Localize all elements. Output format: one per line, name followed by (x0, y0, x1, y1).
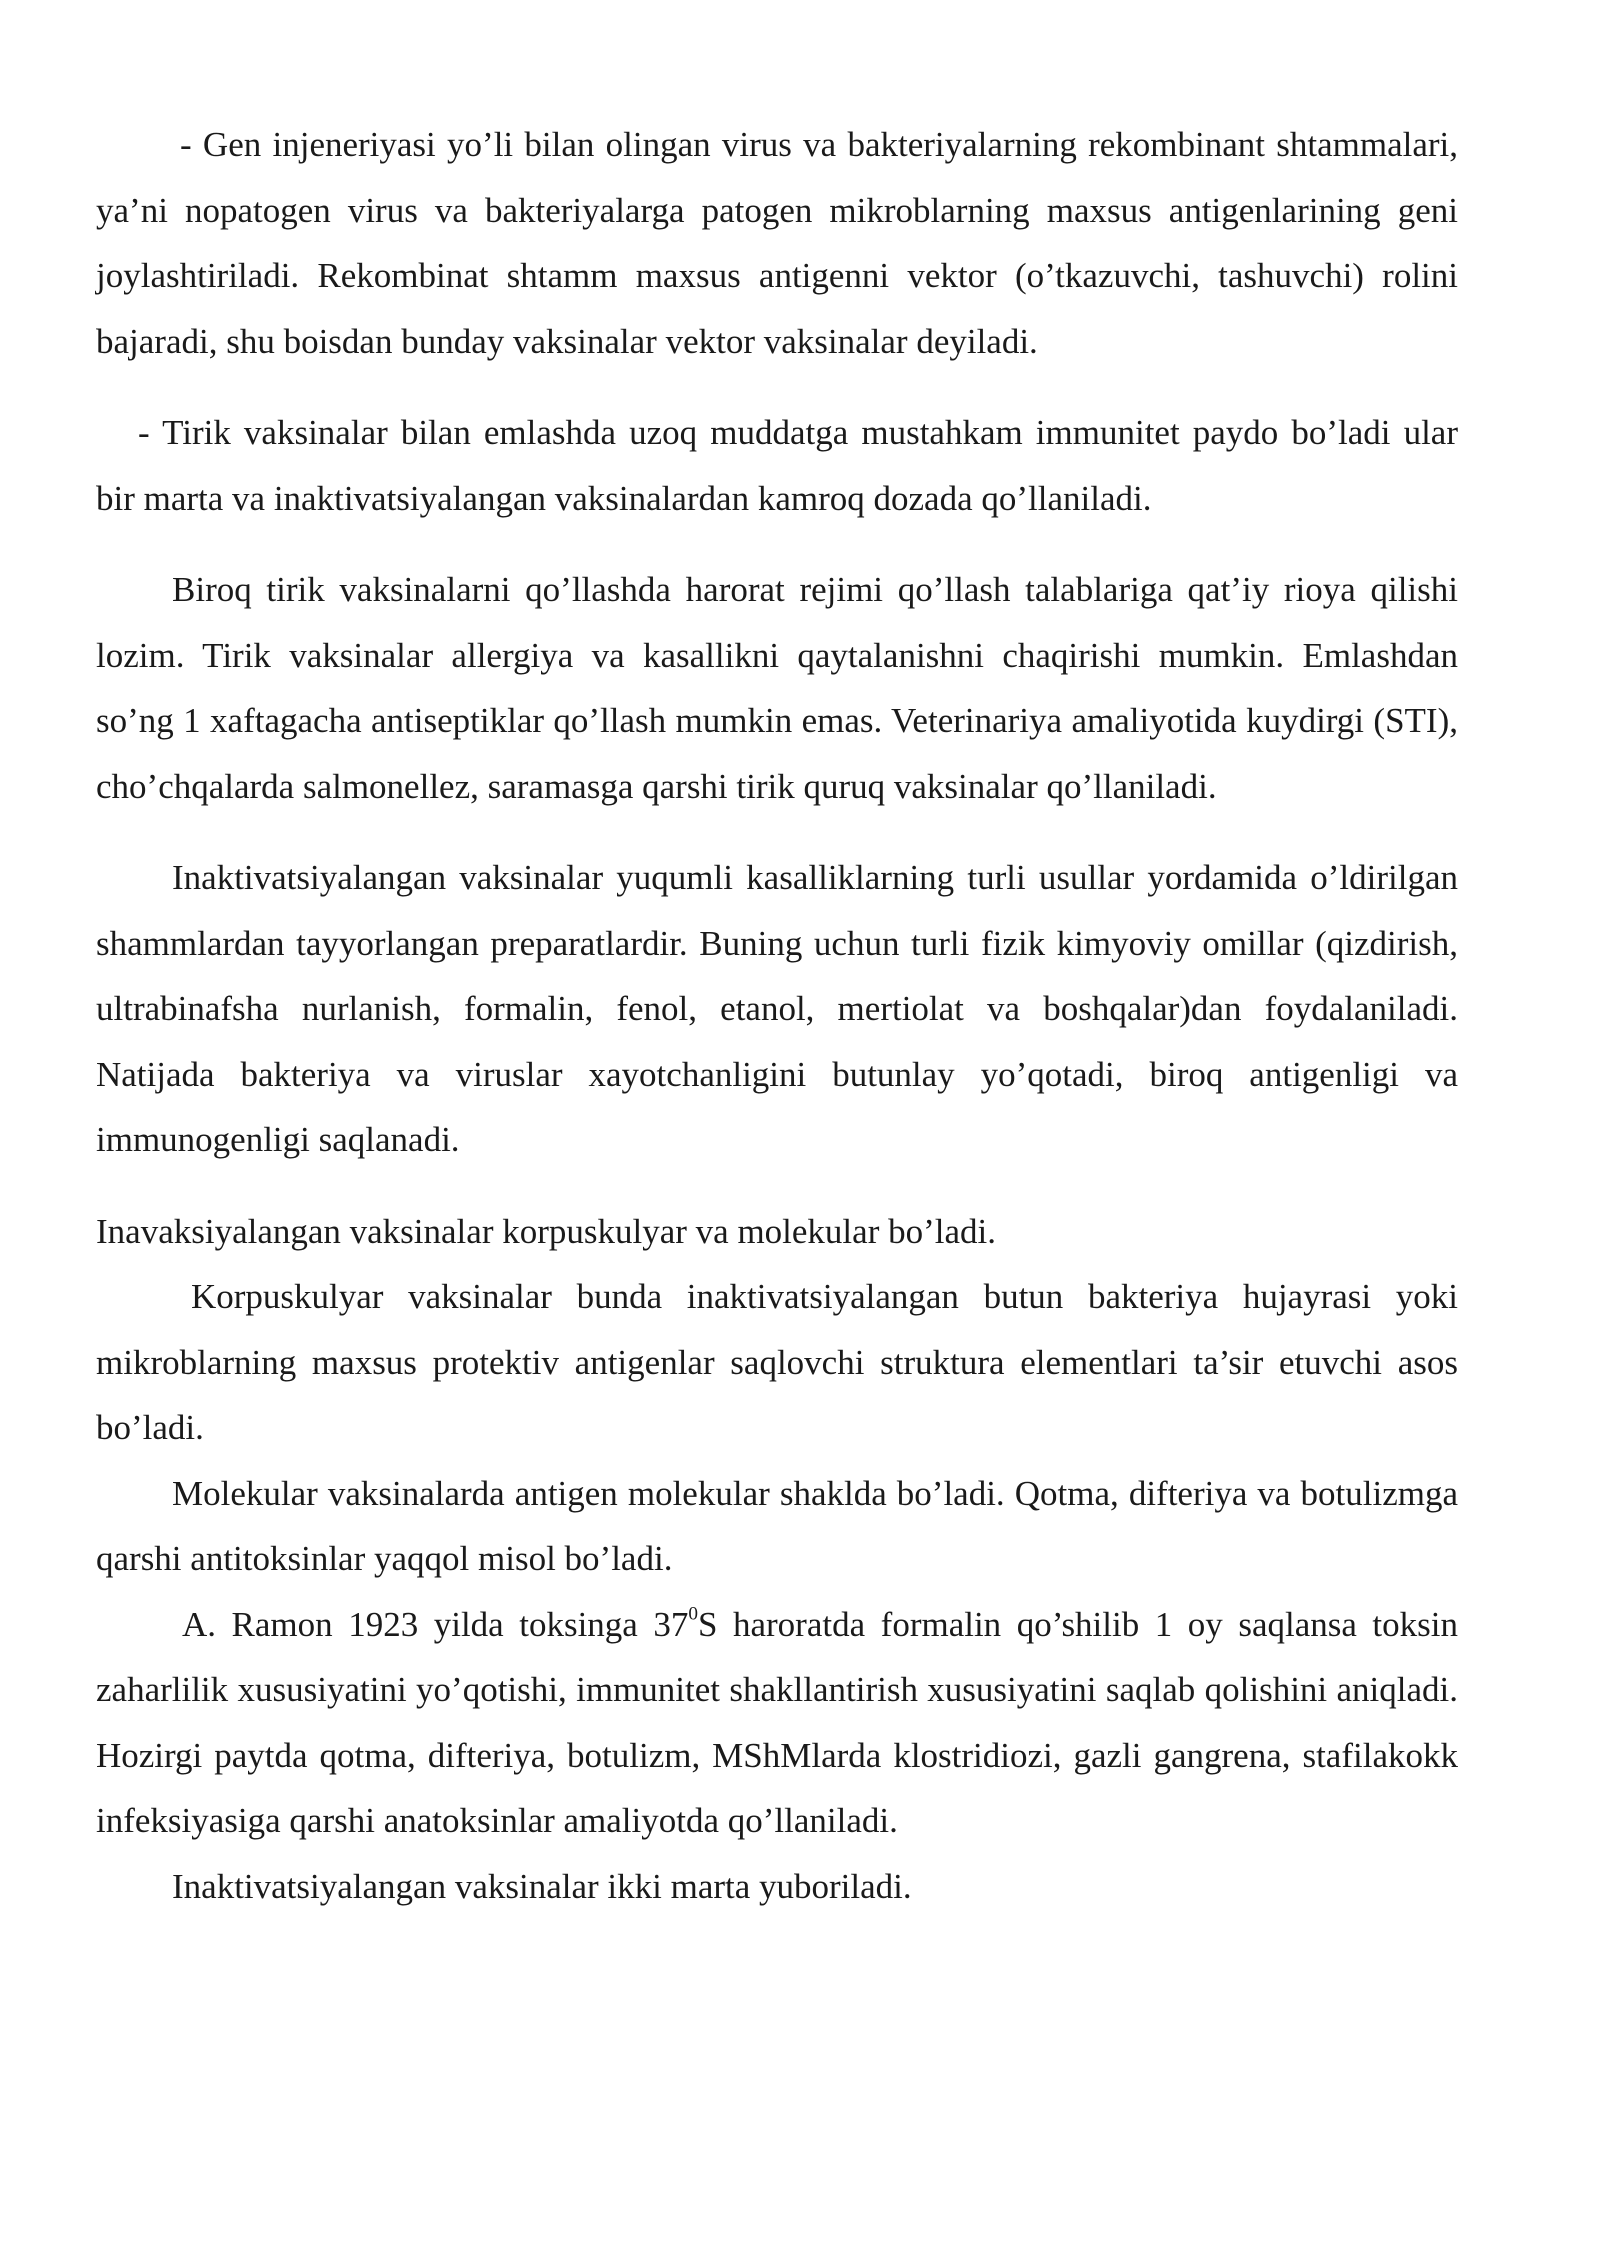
document-page (96, 112, 1458, 1919)
paragraph-vector-vaccines: - Gen injeneriyasi yo’li bilan olingan virus va bakteriyalarning rekombinant shtammalari, ya’ni nopatogen virus va bakteriyalarga patogen mikroblarning maxsus antigenlarining geni joylashtiriladi. Rekombinat shtamm maxsus antigenni vektor (o’tkazuvchi, tashuvchi) rolini bajaradi, shu boisdan bunday vaksinalar vektor vaksinalar deyiladi. (96, 125, 1458, 361)
paragraph-inactivated-types: Inavaksiyalangan vaksinalar korpuskulyar va molekular bo’ladi. (96, 1211, 996, 1251)
ramon-text-before: A. Ramon 1923 yilda toksinga 37 (182, 1604, 689, 1644)
ramon-text-after: S haroratda formalin qo’shilib 1 oy saqlansa toksin zaharlilik xususiyatini yo’qotishi, immunitet shakllantirish xususiyatini saqlab qolishini aniqladi. Hozirgi paytda qotma, difteriya, botulizm, MShMlarda klostridiozi, gazli gangrena, stafilakokk infeksiyasiga qarshi anatoksinlar amaliyotda qo’llaniladi. (96, 1604, 1458, 1840)
paragraph-inactivated-dosing: Inaktivatsiyalangan vaksinalar ikki marta yuboriladi. (172, 1866, 912, 1906)
paragraph-ramon-anatoxins (96, 1592, 1458, 1854)
paragraph-live-vaccines-cautions: Biroq tirik vaksinalarni qo’llashda harorat rejimi qo’llash talablariga qat’iy rioya qilishi lozim. Tirik vaksinalar allergiya va kasallikni qaytalanishni chaqirishi mumkin. Emlashdan so’ng 1 xaftagacha antiseptiklar qo’llash mumkin emas. Veterinariya amaliyotida kuydirgi (STI), cho’chqalarda salmonellez, saramasga qarshi tirik quruq vaksinalar qo’llaniladi. (96, 570, 1458, 806)
degree-superscript: 0 (688, 1603, 698, 1625)
paragraph-corpuscular-vaccines: Korpuskulyar vaksinalar bunda inaktivatsiyalangan butun bakteriya hujayrasi yoki mikroblarning maxsus protektiv antigenlar saqlovchi struktura elementlari ta’sir etuvchi asos bo’ladi. (96, 1277, 1458, 1447)
paragraph-live-vaccines-immunity: - Tirik vaksinalar bilan emlashda uzoq muddatga mustahkam immunitet paydo bo’ladi ular bir marta va inaktivatsiyalangan vaksinalardan kamroq dozada qo’llaniladi. (96, 413, 1458, 518)
paragraph-molecular-vaccines: Molekular vaksinalarda antigen molekular shaklda bo’ladi. Qotma, difteriya va botulizmga qarshi antitoksinlar yaqqol misol bo’ladi. (96, 1473, 1458, 1578)
paragraph-inactivated-vaccines: Inaktivatsiyalangan vaksinalar yuqumli kasalliklarning turli usullar yordamida o’ldirilgan shammlardan tayyorlangan preparatlardir. Buning uchun turli fizik kimyoviy omillar (qizdirish, ultrabinafsha nurlanish, formalin, fenol, etanol, mertiolat va boshqalar)dan foydalaniladi. Natijada bakteriya va viruslar xayotchanligini butunlay yo’qotadi, biroq antigenligi va immunogenligi saqlanadi. (96, 858, 1458, 1159)
